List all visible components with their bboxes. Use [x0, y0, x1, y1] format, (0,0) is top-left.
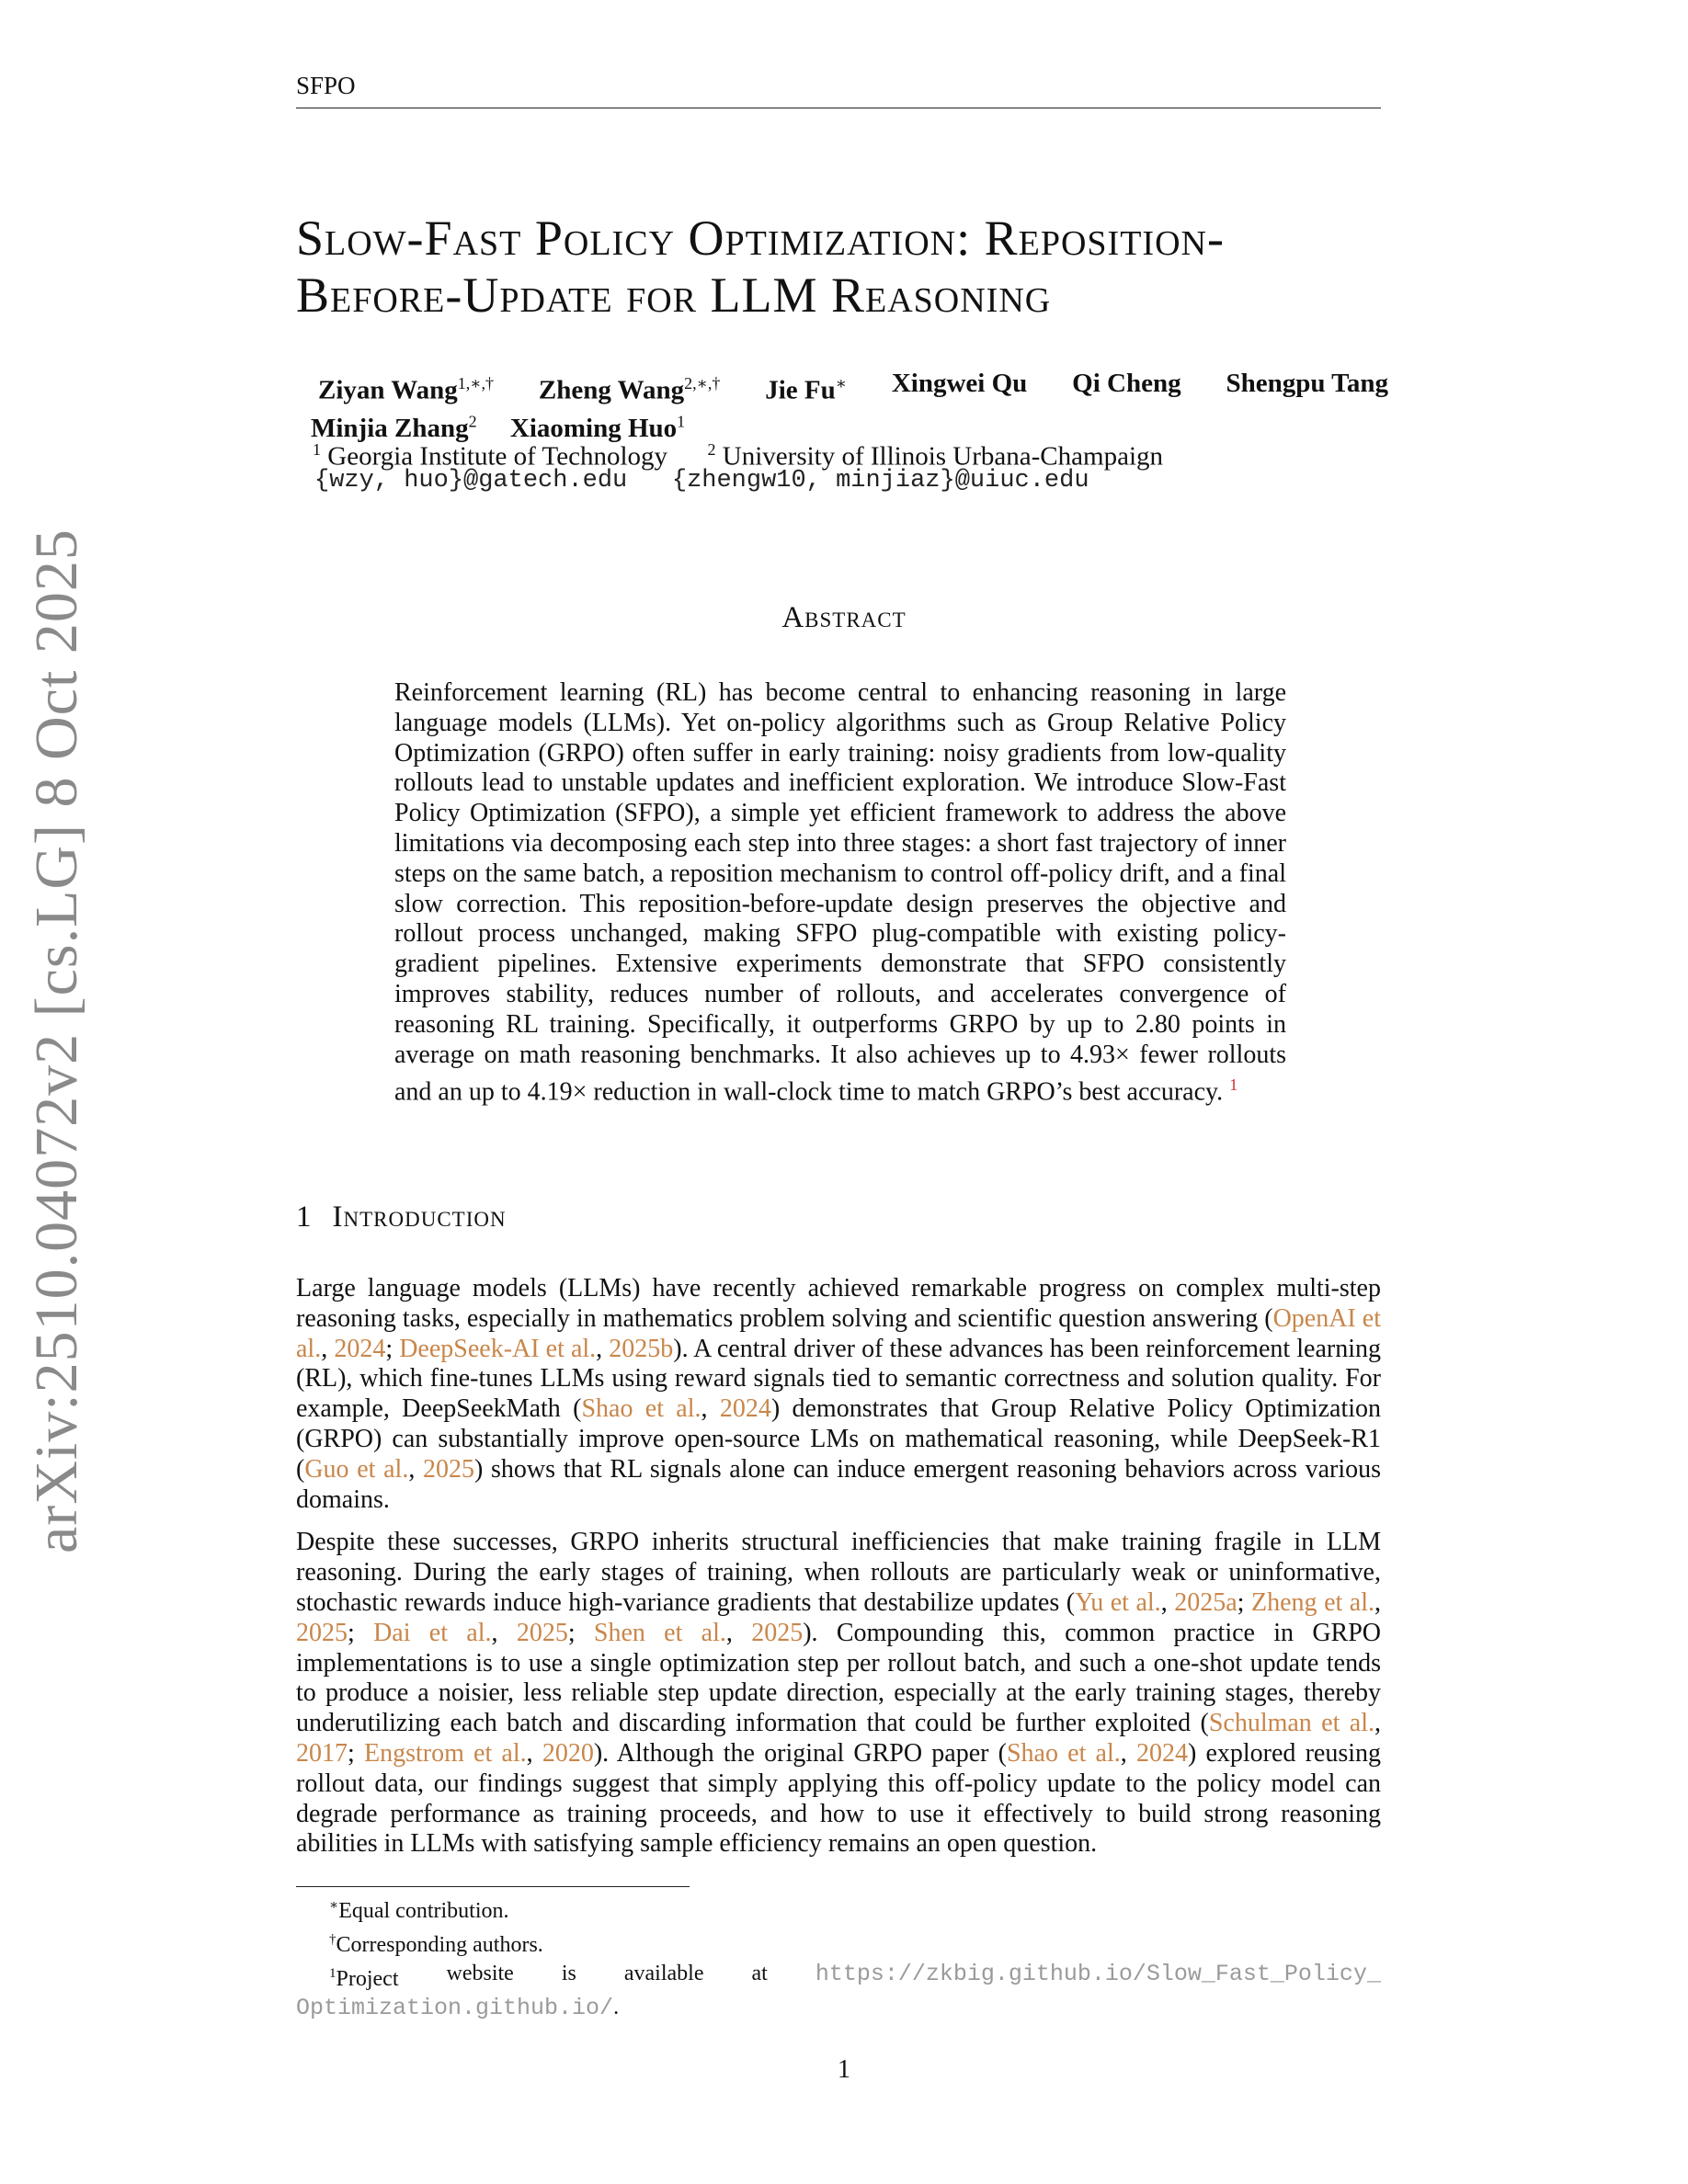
- citation-link[interactable]: Shao et al.: [1006, 1738, 1121, 1768]
- footnote-mark: †: [329, 1932, 336, 1947]
- text-run: ). Compounding this, common practice in GRPO implementations is to use a single optimization step per rollout batch, and such a one-shot update tends to produce a noisier, less reliable step update direction, especially at the early training stages, thereby underutilizing each batch and discarding information that could be further exploited (: [296, 1618, 1382, 1738]
- author-name: Ziyan Wang: [318, 375, 458, 405]
- citation-link[interactable]: Shen et al.: [593, 1618, 726, 1647]
- footnote-continuation: [296, 1994, 1381, 2022]
- text-run: ) explored reusing rollout data, our findings suggest that simply applying this off-policy update to the policy model can degrade performance as training proceeds, and how to use it effectively to build strong reasoning abilities in LLMs with satisfying sample efficiency remains an open question.: [296, 1738, 1382, 1859]
- footnote-word: is: [561, 1962, 576, 1985]
- text-run: ) shows that RL signals alone can induce emergent reasoning behaviors across various domains.: [296, 1454, 1381, 1514]
- author: Xingwei Qu: [891, 369, 1028, 398]
- author-name: Jie Fu: [765, 375, 836, 405]
- title-line-1: Slow-Fast Policy Optimization: Reposition-: [296, 210, 1225, 266]
- text-run: ). Although the original GRPO paper (: [593, 1738, 1007, 1768]
- author-list: [313, 368, 1388, 444]
- citation-link[interactable]: 2025a: [1174, 1587, 1237, 1617]
- text-run: ,: [1374, 1587, 1382, 1617]
- author-mark: ∗: [835, 374, 847, 392]
- text-run: ;: [567, 1618, 594, 1647]
- author: Qi Cheng: [1072, 369, 1181, 398]
- paragraph: [296, 1528, 1381, 1860]
- text-run: ,: [526, 1738, 542, 1768]
- author-emails: {wzy, huo}@gatech.edu {zhengw10, minjiaz}@uiuc.edu: [314, 467, 1089, 495]
- text-run: ,: [321, 1334, 335, 1363]
- footnote-word: website: [446, 1962, 514, 1985]
- citation-link[interactable]: 2025: [296, 1618, 348, 1647]
- author: [765, 368, 847, 406]
- footnote-ref-link[interactable]: 1: [1229, 1075, 1238, 1095]
- footnotes: [296, 1892, 1381, 2022]
- text-run: ,: [701, 1394, 720, 1424]
- text-run: Despite these successes, GRPO inherits structural inefficiencies that make training fragile in LLM reasoning. During the early stages of training, when rollouts are particularly weak or uninformative, stochastic rewards induce high-variance gradients that destabilize updates (: [296, 1528, 1381, 1617]
- text-run: ,: [1160, 1587, 1175, 1617]
- footnote-word: available: [623, 1962, 704, 1985]
- citation-link[interactable]: Yu et al.: [1075, 1587, 1161, 1617]
- citation-link[interactable]: 2024: [1135, 1738, 1188, 1768]
- citation-link[interactable]: 2025: [751, 1618, 804, 1647]
- author-name: Xiaoming Huo: [509, 414, 678, 444]
- text-run: ;: [385, 1334, 400, 1363]
- author-name: Zheng Wang: [538, 375, 685, 405]
- footnote-text: Equal contribution.: [338, 1899, 509, 1923]
- citation-link[interactable]: 2024: [334, 1334, 386, 1363]
- footnote: [296, 1892, 1381, 1926]
- citation-link[interactable]: 2025: [516, 1618, 568, 1647]
- author: Shengpu Tang: [1226, 369, 1388, 398]
- citation-link[interactable]: 2025b: [609, 1334, 674, 1363]
- citation-link[interactable]: Dai et al.: [373, 1618, 492, 1647]
- abstract-text: Reinforcement learning (RL) has become central to enhancing reasoning in large language models (LLMs). Yet on-policy algorithms such as Group Relative Policy Optimization (GRPO) often suffer in early training: noisy gradients from low-quality rollouts lead to unstable updates and inefficient exploration. We introduce Slow-Fast Policy Optimization (SFPO), a simple yet efficient framework to address the above limitations via decomposing each step into three stages: a short fast trajectory of inner steps on the same batch, a reposition mechanism to control off-policy drift, and a final slow correction. This reposition-before-update design preserves the objective and rollout process unchanged, making SFPO plug-compatible with existing policy-gradient pipelines. Extensive experiments demonstrate that SFPO consistently improves stability, reduces number of rollouts, and accelerates convergence of reasoning RL training. Specifically, it outperforms GRPO by up to 2.80 points in average on math reasoning benchmarks. It also achieves up to 4.93× fewer rollouts and an up to 4.19× reduction in wall-clock time to match GRPO’s best accuracy.: [394, 678, 1286, 1107]
- footnote-text: Corresponding authors.: [336, 1933, 543, 1957]
- author-name: Minjia Zhang: [311, 414, 469, 444]
- citation-link[interactable]: 2017: [296, 1738, 348, 1768]
- project-website-link-cont[interactable]: Optimization.github.io/: [296, 1995, 614, 2021]
- author-mark: 2: [468, 412, 477, 431]
- affiliation: University of Illinois Urbana-Champaign: [722, 441, 1164, 472]
- footnote-divider: [296, 1886, 690, 1887]
- citation-link[interactable]: Engstrom et al.: [363, 1738, 527, 1768]
- author-mark: 1: [677, 412, 686, 431]
- footnote-word: [329, 1960, 398, 1994]
- section-heading: [296, 1200, 507, 1234]
- footnote-word: at: [751, 1962, 768, 1985]
- text-run: ;: [348, 1618, 374, 1647]
- affiliation-mark: 1: [313, 440, 321, 459]
- footnote-text: .: [613, 1996, 620, 2019]
- paper-title: [296, 210, 1399, 324]
- citation-link[interactable]: Zheng et al.: [1251, 1587, 1375, 1617]
- footnote-mark: 1: [329, 1966, 336, 1981]
- running-title: SFPO: [296, 72, 356, 99]
- citation-link[interactable]: Schulman et al.: [1208, 1709, 1374, 1738]
- affiliation: Georgia Institute of Technology: [327, 441, 668, 472]
- text-run: ,: [408, 1454, 424, 1484]
- title-line-2: Before-Update for LLM Reasoning: [296, 267, 1052, 323]
- author-mark: 2,∗,†: [684, 374, 721, 392]
- text-run: ). A central driver of these advances has been reinforcement learning (RL), which fine-tunes LLMs using reward signals tied to semantic correctness and solution quality. For example, DeepSeekMath (: [296, 1334, 1382, 1424]
- text-run: ;: [348, 1738, 364, 1768]
- citation-link[interactable]: DeepSeek-AI et al.: [399, 1334, 597, 1363]
- arxiv-stamp: arXiv:2510.04072v2 [cs.LG] 8 Oct 2025: [23, 529, 90, 1553]
- author: [539, 368, 720, 406]
- abstract-heading: Abstract: [781, 601, 907, 634]
- page-number: 1: [838, 2055, 850, 2084]
- running-head: [296, 72, 1381, 108]
- author: [318, 368, 494, 406]
- text-run: ,: [725, 1618, 752, 1647]
- text-run: ,: [596, 1334, 610, 1363]
- footnote-text: Project: [336, 1967, 399, 1991]
- text-run: ) demonstrates that Group Relative Policy Optimization (GRPO) can substantially improve open-source LMs on mathematical reasoning, while DeepSeek-R1 (: [296, 1394, 1382, 1484]
- citation-link[interactable]: 2020: [542, 1738, 594, 1768]
- citation-link[interactable]: OpenAI et al.: [296, 1303, 1381, 1363]
- citation-link[interactable]: 2024: [719, 1394, 771, 1424]
- text-run: ,: [1374, 1709, 1381, 1738]
- project-website-link[interactable]: https://zkbig.github.io/Slow_Fast_Policy_: [815, 1961, 1381, 1987]
- text-run: ,: [1120, 1738, 1136, 1768]
- citation-link[interactable]: Shao et al.: [581, 1394, 701, 1424]
- footnote-mark: ∗: [329, 1898, 339, 1913]
- citation-link[interactable]: 2025: [423, 1454, 475, 1484]
- introduction-body: [296, 1274, 1381, 1872]
- section-number: 1: [296, 1200, 313, 1234]
- paragraph: [296, 1274, 1381, 1515]
- footnote: [296, 1960, 1381, 1994]
- text-run: ,: [491, 1618, 517, 1647]
- author-mark: 1,∗,†: [457, 374, 495, 392]
- text-run: ;: [1237, 1587, 1251, 1617]
- section-title: Introduction: [332, 1200, 507, 1234]
- abstract-body: [394, 678, 1286, 1108]
- footnote: [296, 1926, 1381, 1960]
- affiliation-mark: 2: [707, 440, 716, 459]
- text-run: Large language models (LLMs) have recently achieved remarkable progress on complex multi-step reasoning tasks, especially in mathematics problem solving and scientific question answering (: [296, 1274, 1381, 1333]
- citation-link[interactable]: Guo et al.: [304, 1454, 409, 1484]
